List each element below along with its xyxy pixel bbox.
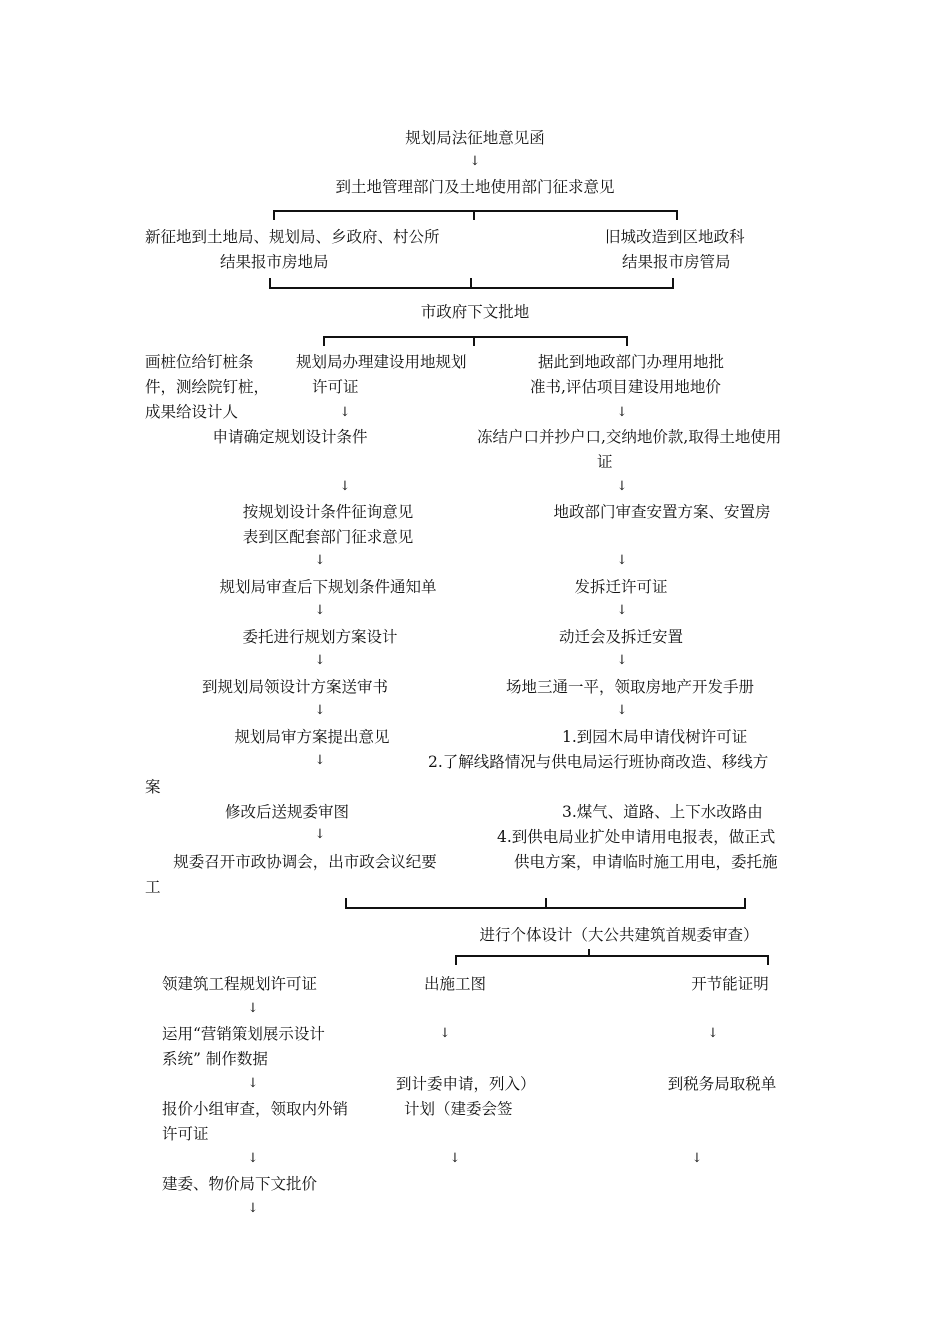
split-tick-left [273, 210, 275, 220]
arrow-down-icon: ↓ [616, 703, 628, 718]
arrow-down-icon: ↓ [339, 405, 351, 420]
energy-certificate-step: 开节能证明 [691, 975, 769, 993]
construction-drawing-step: 出施工图 [423, 975, 487, 993]
new-land-step: 新征地到土地局、规划局、乡政府、村公所 [145, 228, 440, 246]
consult-form-step-line2: 表到区配套部门征求意见 [242, 528, 414, 546]
scheme-review-step: 规划局审方案提出意见 [234, 728, 390, 746]
stake-step-line2: 件，测绘院钉桩， [145, 378, 270, 396]
arrow-down-icon: ↓ [339, 479, 351, 494]
stake-step-line1: 画桩位给钉桩条 [145, 353, 254, 371]
split-tick-mid [473, 210, 475, 220]
three-way-line [323, 336, 628, 338]
site-preparation-step: 场地三通一平，领取房地产开发手册 [505, 678, 755, 696]
arrow-down-icon: ↓ [439, 1026, 451, 1041]
scheme-design-step: 委托进行规划方案设计 [242, 628, 398, 646]
revised-review-step: 修改后送规委审图 [224, 803, 350, 821]
marketing-system-step: 运用“营销策划展示设计 [162, 1025, 325, 1043]
price-approval-step: 建委、物价局下文批价 [162, 1175, 318, 1193]
marketing-system-step-line2: 系统” 制作数据 [162, 1050, 268, 1068]
tree-permit-step: 1.到园木局申请伐树许可证 [562, 728, 748, 746]
old-city-step: 旧城改造到区地政科 [605, 228, 745, 246]
building-permit-step: 领建筑工程规划许可证 [162, 975, 318, 993]
tax-bill-step: 到税务局取税单 [667, 1075, 777, 1093]
three-way-tick-left [323, 336, 325, 346]
arrow-down-icon: ↓ [707, 1026, 719, 1041]
planning-commission-step: 到计委申请，列入） [396, 1075, 536, 1093]
design-split-tick-right [767, 955, 769, 965]
arrow-down-icon: ↓ [616, 603, 628, 618]
pricing-review-step-line2: 许可证 [162, 1125, 209, 1143]
utility-rerouting-step: 3.煤气、道路、上下水改路由 [562, 803, 763, 821]
flow-title: 规划局法征地意见函 [405, 129, 545, 147]
stake-step-line3: 成果给设计人 [145, 403, 239, 421]
new-land-result: 结果报市房地局 [220, 253, 329, 271]
arrow-down-icon: ↓ [314, 653, 326, 668]
power-line-step: 2.了解线路情况与供电局运行班协商改造、移线方 [428, 753, 769, 771]
split-tick-right [676, 210, 678, 220]
design-split-tick-top [588, 949, 590, 957]
arrow-down-icon: ↓ [469, 154, 481, 169]
power-application-step-line2: 供电方案，申请临时施工用电，委托施 [514, 853, 778, 871]
land-approval-step: 市政府下文批地 [420, 303, 530, 321]
arrow-down-icon: ↓ [247, 1201, 259, 1216]
arrow-down-icon: ↓ [691, 1151, 703, 1166]
land-permit-step: 据此到地政部门办理用地批 [538, 353, 725, 371]
merge-line [269, 287, 674, 289]
arrow-down-icon: ↓ [314, 603, 326, 618]
planning-permit-step-line2: 许可证 [312, 378, 359, 396]
split-line [273, 210, 678, 212]
land-payment-step: 冻结户口并抄户口,交纳地价款,取得土地使用 [477, 428, 782, 446]
demolition-permit-step: 发拆迁许可证 [574, 578, 668, 596]
arrow-down-icon: ↓ [314, 753, 326, 768]
consult-form-step: 按规划设计条件征询意见 [242, 503, 414, 521]
three-way-tick-mid [473, 336, 475, 346]
arrow-down-icon: ↓ [616, 405, 628, 420]
scheme-submission-step: 到规划局领设计方案送审书 [201, 678, 389, 696]
individual-design-step: 进行个体设计（大公共建筑首规委审查） [479, 926, 759, 944]
municipal-meeting-step: 规委召开市政协调会，出市政会议纪要 [173, 853, 437, 871]
design-split-line [455, 955, 769, 957]
arrow-down-icon: ↓ [616, 479, 628, 494]
land-permit-step-line2: 准书,评估项目建设用地地价 [530, 378, 721, 396]
planning-commission-step-line2: 计划（建委会签 [404, 1100, 513, 1118]
arrow-down-icon: ↓ [616, 553, 628, 568]
land-payment-step-line2: 证 [597, 453, 613, 471]
design-split-tick-left [455, 955, 457, 965]
pricing-review-step: 报价小组审查，领取内外销 [162, 1100, 349, 1118]
wrapped-char: 案 [145, 778, 161, 796]
arrow-down-icon: ↓ [247, 1001, 259, 1016]
power-application-step: 4.到供电局业扩处申请用电报表，做正式 [497, 828, 776, 846]
arrow-down-icon: ↓ [449, 1151, 461, 1166]
three-way-tick-right [626, 336, 628, 346]
wrapped-char: 工 [145, 878, 161, 896]
arrow-down-icon: ↓ [616, 653, 628, 668]
arrow-down-icon: ↓ [247, 1076, 259, 1091]
old-city-result: 结果报市房管局 [622, 253, 731, 271]
design-merge-line [345, 907, 746, 909]
relocation-step: 动迁会及拆迁安置 [558, 628, 684, 646]
arrow-down-icon: ↓ [314, 703, 326, 718]
design-conditions-step: 申请确定规划设计条件 [212, 428, 368, 446]
planning-permit-step: 规划局办理建设用地规划 [296, 353, 467, 371]
arrow-down-icon: ↓ [247, 1151, 259, 1166]
arrow-down-icon: ↓ [314, 553, 326, 568]
conditions-notice-step: 规划局审查后下规划条件通知单 [219, 578, 437, 596]
consult-step: 到土地管理部门及土地使用部门征求意见 [335, 178, 615, 196]
arrow-down-icon: ↓ [314, 827, 326, 842]
resettlement-review-step: 地政部门审查安置方案、安置房 [553, 503, 771, 521]
